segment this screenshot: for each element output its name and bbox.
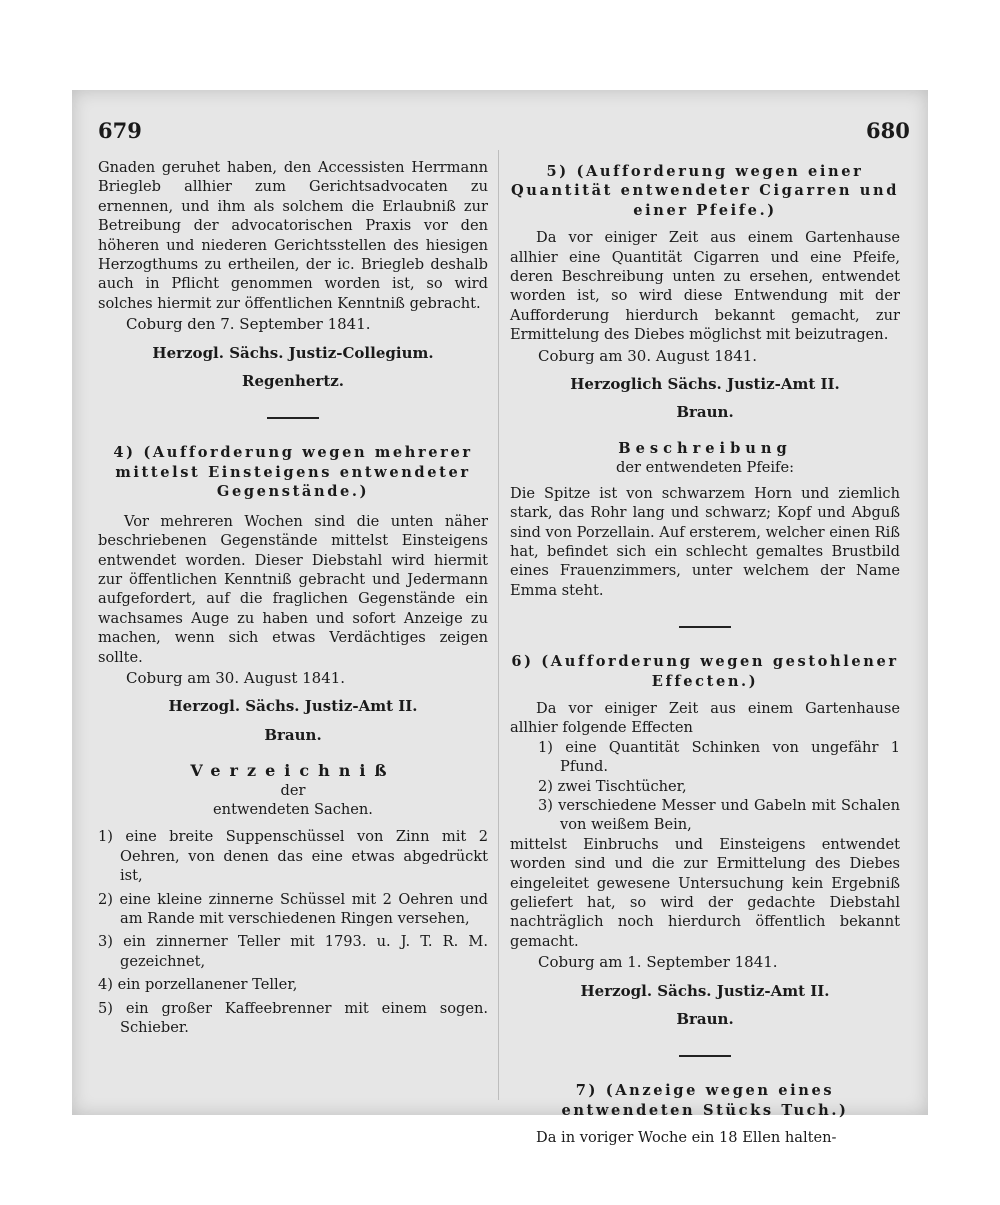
column-divider: [498, 150, 499, 1100]
date-line: Coburg am 30. August 1841.: [538, 346, 758, 365]
list-title: Verzeichniß: [190, 761, 396, 781]
description-title: Beschreibung: [618, 439, 792, 457]
description-body: Die Spitze ist von schwarzem Horn und ziemlich stark, das Rohr lang und schwarz; Kopf und Abguß sind von Porzellain. Auf ersterem, welcher einen Riß hat, befindet sich ein schlecht gemaltes Brustbild eines Frauenzimmers, unter welchem der Name Emma steht.: [510, 484, 901, 599]
list-item: 3) ein zinnerner Teller mit 1793. u. J. T. R. M. gezeichnet,: [98, 933, 488, 970]
list-item: 1) eine breite Suppenschüssel von Zinn mit 2 Oehren, von denen das eine etwas abgedrückt ist,: [98, 828, 488, 885]
intro-paragraph: Gnaden geruhet haben, den Accessisten Herrmann Briegleb allhier zum Gerichtsadvocaten zu ernennen, und ihm als solchem die Erlaubniß zur Betreibung der advocatorischen Praxis vor den höheren und niederen Gerichtsstellen des hiesigen Herzogthums zu ertheilen, der ic. Briegleb deshalb auch in Pflicht genommen worden ist, so wird solches hiermit zur öffentlichen Kenntniß gebracht.: [98, 159, 488, 312]
section-heading-4: 4) (Aufforderung wegen mehrerer mittelst Einsteigens entwendeter Gegenstände.): [113, 444, 473, 501]
list-item: 3) verschiedene Messer und Gabeln mit Schalen von weißem Bein,: [538, 796, 900, 834]
section-heading-6: 6) (Aufforderung wegen gestohlener Effecten.): [511, 653, 899, 690]
list-item: 5) ein großer Kaffeebrenner mit einem sogen. Schieber.: [98, 999, 488, 1037]
signature-name: Braun.: [676, 1010, 734, 1029]
page-number-left: 679: [98, 118, 142, 143]
list-item: 1) eine Quantität Schinken von ungefähr 1 Pfund.: [538, 738, 900, 776]
date-line: Coburg am 1. September 1841.: [538, 953, 778, 972]
section-body-6-rest: mittelst Einbruchs und Einsteigens entwendet worden sind und die zur Ermittelung des Diebes eingeleitet gewesene Untersuchung kein Ergebniß geliefert hat, so wird der gedachte Diebstahl nachträglich noch hierdurch öffentlich bekannt gemacht.: [510, 835, 900, 950]
right-column: [510, 158, 900, 1148]
list-heading: [98, 761, 488, 819]
date-line: Coburg den 7. September 1841.: [126, 315, 371, 334]
section-divider: [679, 1055, 731, 1057]
section-divider: [267, 417, 319, 419]
section-heading-7: 7) (Anzeige wegen eines entwendeten Stücks Tuch.): [561, 1082, 849, 1119]
page-number-right: 680: [866, 118, 910, 143]
list-subtitle: entwendeten Sachen.: [213, 800, 373, 818]
description-heading: [510, 439, 900, 478]
signature-authority: Herzogl. Sächs. Justiz-Collegium.: [152, 343, 434, 362]
date-line: Coburg am 30. August 1841.: [126, 668, 346, 687]
list-item: 2) zwei Tischtücher,: [538, 777, 687, 795]
section-divider: [679, 626, 731, 628]
left-column: [98, 158, 488, 1037]
section-heading-5: 5) (Aufforderung wegen einer Quantität entwendeter Cigarren und einer Pfeife.): [510, 163, 900, 219]
signature-name: Braun.: [676, 403, 734, 422]
section-body-4: Vor mehreren Wochen sind die unten näher beschriebenen Gegenstände mittelst Einsteigens entwendet worden. Dieser Diebstahl wird hiermit zur öffentlichen Kenntniß gebracht und Jedermann aufgefordert, auf die fraglichen Gegenstände ein wachsames Auge zu haben und sofort Anzeige zu machen, wenn sich etwas Verdächtiges zeigen sollte.: [98, 512, 488, 666]
signature-authority: Herzoglich Sächs. Justiz-Amt II.: [570, 375, 840, 394]
list-item: 2) eine kleine zinnerne Schüssel mit 2 Oehren und am Rande mit verschiedenen Ringen versehen,: [98, 890, 488, 927]
signature-authority: Herzogl. Sächs. Justiz-Amt II.: [168, 697, 418, 716]
list-subtitle: der: [280, 781, 306, 799]
section-body-7: Da in voriger Woche ein 18 Ellen halten-: [536, 1129, 837, 1147]
section-body-5: Da vor einiger Zeit aus einem Gartenhause allhier eine Quantität Cigarren und eine Pfeife, deren Beschreibung unten zu ersehen, entwendet worden ist, so wird diese Entwendung mit der Aufforderung hierdurch bekannt gemacht, zur Ermittelung des Diebes möglichst mit beizutragen.: [510, 229, 900, 344]
signature-authority: Herzogl. Sächs. Justiz-Amt II.: [580, 981, 830, 1000]
signature-name: Regenhertz.: [242, 372, 344, 391]
signature-name: Braun.: [264, 725, 322, 744]
effects-list: [510, 738, 900, 835]
item-list: [98, 827, 488, 1037]
section-body-6-intro: Da vor einiger Zeit aus einem Gartenhause allhier folgende Effecten: [510, 699, 900, 737]
description-subtitle: der entwendeten Pfeife:: [615, 459, 795, 477]
list-item: 4) ein porzellanener Teller,: [98, 976, 298, 994]
